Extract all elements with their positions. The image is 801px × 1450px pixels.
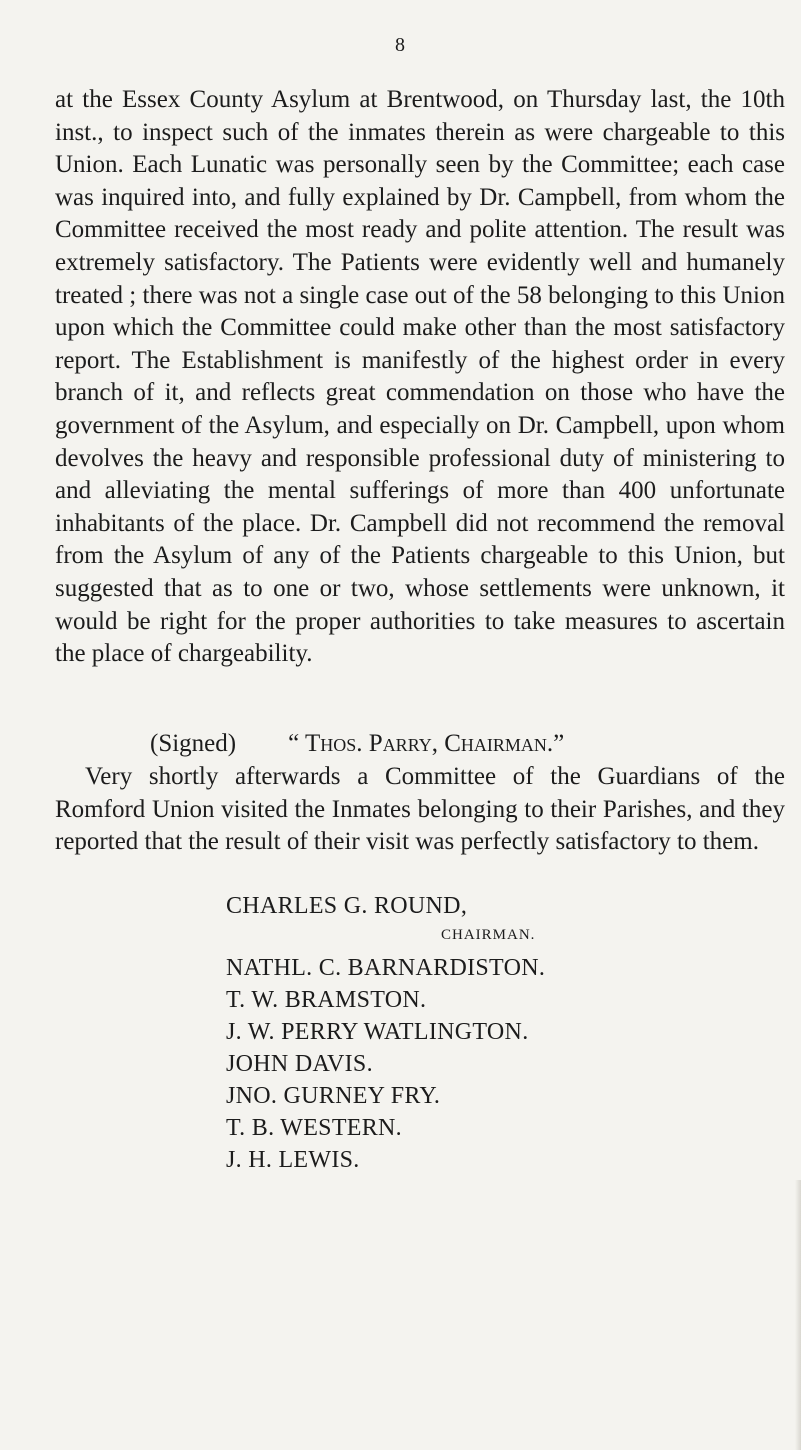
signatory-member: JNO. GURNEY FRY. — [226, 1083, 441, 1109]
page-number: 8 — [395, 34, 406, 56]
signatory-member: J. W. PERRY WATLINGTON. — [226, 1019, 529, 1045]
body-text — [55, 84, 785, 671]
signed-chairman-name: “ Thos. Parry, Chairman.” — [288, 730, 565, 757]
signed-label: (Signed) — [150, 730, 237, 757]
signatory-member: T. W. BRAMSTON. — [226, 987, 427, 1013]
chairman-title: CHAIRMAN. — [441, 927, 536, 943]
signatory-member: JOHN DAVIS. — [226, 1051, 373, 1077]
page-edge-shadow — [795, 1180, 801, 1450]
paragraph-romford-visit: Very shortly afterwards a Committee of the Guardians of the Romford Union visited the Inmates belonging to their Parishes, and they reported that the result of their visit was perfectly satisfactory to them. — [55, 763, 785, 856]
signatory-member: J. H. LEWIS. — [226, 1147, 360, 1173]
romford-paragraph-block — [55, 761, 785, 859]
paragraph-asylum-report: at the Essex County Asylum at Brentwood, on Thursday last, the 10th inst., to inspect such of the inmates therein as were chargeable to this Union. Each Lunatic was personally seen by the Committee; each case was inquired into, and fully explained by Dr. Campbell, from whom the Committee received the most ready and polite attention. The result was extremely satisfactory. The Patients were evidently well and humanely treated ; there was not a single case out of the 58 belonging to this Union upon which the Committee could make other than the most satisfactory report. The Establishment is manifestly of the highest order in every branch of it, and reflects great commendation on those who have the government of the Asylum, and especially on Dr. Campbell, upon whom devolves the heavy and responsible professional duty of ministering to and alleviating the mental sufferings of more than 400 unfortunate inhabitants of the place. Dr. Campbell did not recommend the removal from the Asylum of any of the Patients chargeable to this Union, but suggested that as to one or two, whose settlements were unknown, it would be right for the proper authorities to take measures to ascertain the place of chargeability. — [55, 86, 785, 668]
chairman-signatory: CHARLES G. ROUND, — [226, 893, 468, 919]
signatories-list — [226, 890, 545, 1176]
signatory-member: T. B. WESTERN. — [226, 1115, 402, 1141]
signed-line — [150, 728, 564, 761]
signatory-member: NATHL. C. BARNARDISTON. — [226, 955, 546, 981]
